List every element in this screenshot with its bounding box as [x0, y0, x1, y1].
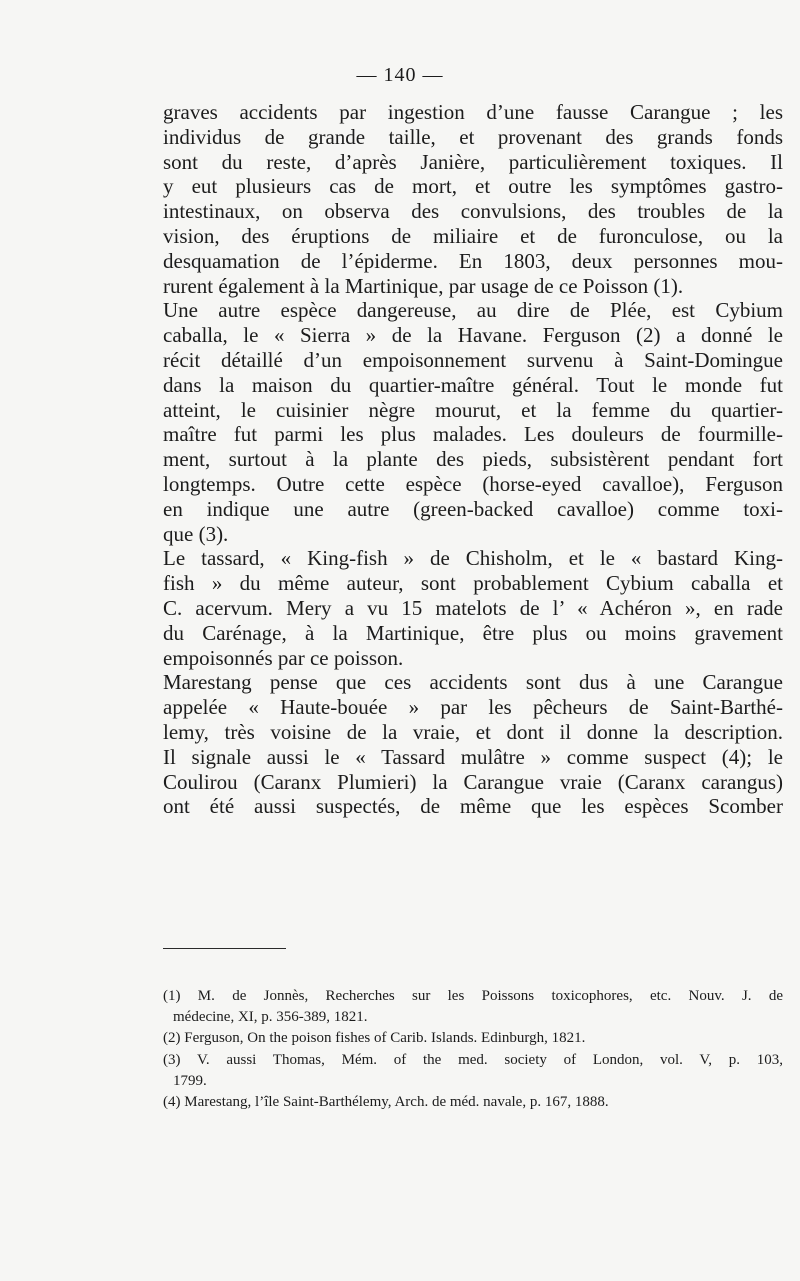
footnote-line: (3) V. aussi Thomas, Mém. of the med. society of London, vol. V, p. 103, [163, 1051, 783, 1068]
body-line: Le tassard, « King-fish » de Chisholm, et le « bastard King- [163, 546, 783, 571]
footnotes [163, 986, 783, 1113]
body-line: Coulirou (Caranx Plumieri) la Carangue vraie (Caranx carangus) [163, 769, 783, 794]
footnote-divider [163, 948, 286, 949]
body-line: intestinaux, on observa des convulsions, des troubles de la [163, 199, 783, 224]
body-line: Une autre espèce dangereuse, au dire de Plée, est Cybium [163, 298, 783, 323]
body-line: maître fut parmi les plus malades. Les douleurs de fourmille- [163, 422, 783, 447]
body-line: vision, des éruptions de miliaire et de furonculose, ou la [163, 223, 783, 248]
body-line: dans la maison du quartier-maître général. Tout le monde fut [163, 372, 783, 397]
page-number: — 140 — [356, 64, 444, 86]
body-line: ont été aussi suspectés, de même que les espèces Scomber [163, 794, 783, 819]
body-line: fish » du même auteur, sont probablement Cybium caballa et [163, 571, 783, 596]
footnote-line: 1799. [173, 1072, 207, 1089]
footnote-line: (2) Ferguson, On the poison fishes of Carib. Islands. Edinburgh, 1821. [163, 1030, 586, 1047]
body-line: graves accidents par ingestion d’une fausse Carangue ; les [163, 100, 783, 124]
footnote-line: (1) M. de Jonnès, Recherches sur les Poissons toxicophores, etc. Nouv. J. de [163, 988, 783, 1004]
footnote-line: (4) Marestang, l’île Saint-Barthélemy, Arch. de méd. navale, p. 167, 1888. [163, 1094, 609, 1111]
body-line: du Carénage, à la Martinique, être plus ou moins gravement [163, 620, 783, 645]
body-line: Il signale aussi le « Tassard mulâtre » comme suspect (4); le [163, 744, 783, 769]
body-line: y eut plusieurs cas de mort, et outre les symptômes gastro- [163, 174, 783, 199]
body-line: ment, surtout à la plante des pieds, subsistèrent pendant fort [163, 447, 783, 472]
body-line: caballa, le « Sierra » de la Havane. Ferguson (2) a donné le [163, 323, 783, 348]
body-text [163, 100, 783, 819]
body-line: récit détaillé d’un empoisonnement survenu à Saint-Domingue [163, 347, 783, 372]
body-line: individus de grande taille, et provenant des grands fonds [163, 124, 783, 149]
body-line: lemy, très voisine de la vraie, et dont il donne la description. [163, 719, 783, 744]
body-line: en indique une autre (green-backed cavalloe) comme toxi- [163, 496, 783, 521]
body-line: que (3). [163, 521, 229, 546]
body-line: desquamation de l’épiderme. En 1803, deux personnes mou- [163, 248, 783, 273]
body-line: sont du reste, d’après Janière, particulièrement toxiques. Il [163, 149, 783, 174]
body-line: Marestang pense que ces accidents sont dus à une Carangue [163, 670, 783, 695]
body-line: atteint, le cuisinier nègre mourut, et la femme du quartier- [163, 397, 783, 422]
body-line: empoisonnés par ce poisson. [163, 645, 404, 670]
footnote-line: médecine, XI, p. 356-389, 1821. [173, 1009, 368, 1026]
body-line: C. acervum. Mery a vu 15 matelots de l’ « Achéron », en rade [163, 595, 783, 620]
body-line: longtemps. Outre cette espèce (horse-eyed cavalloe), Ferguson [163, 471, 783, 496]
body-line: rurent également à la Martinique, par usage de ce Poisson (1). [163, 273, 684, 298]
body-line: appelée « Haute-bouée » par les pêcheurs de Saint-Barthé- [163, 695, 783, 720]
